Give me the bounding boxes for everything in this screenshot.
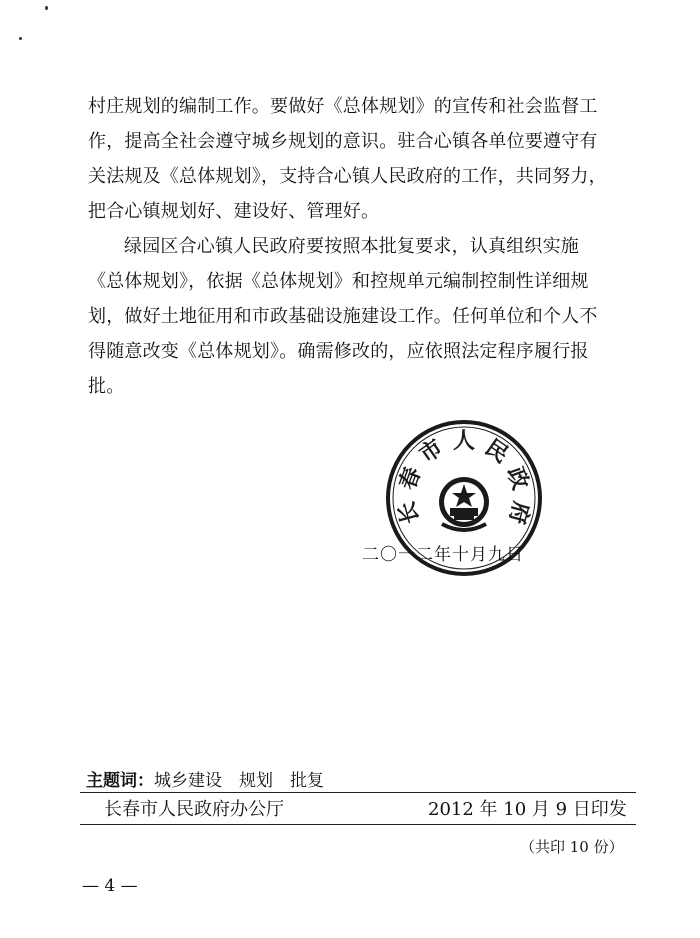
- body-line-4: 把合心镇规划好、建设好、管理好。: [88, 201, 380, 222]
- svg-text:府: 府: [503, 498, 535, 527]
- body-line-2: 作，提高全社会遵守城乡规划的意识。驻合心镇各单位要遵守有: [88, 131, 598, 152]
- svg-text:市: 市: [414, 434, 448, 469]
- body-line-9: 批。: [88, 376, 125, 397]
- svg-text:政: 政: [501, 463, 534, 494]
- divider-top: [80, 792, 636, 793]
- body-line-8: 得随意改变《总体规划》。确需修改的，应依照法定程序履行报: [88, 341, 589, 362]
- scan-speck: [19, 37, 22, 40]
- scan-speck: [45, 6, 48, 10]
- national-emblem-icon: [439, 477, 489, 530]
- body-line-7: 划，做好土地征用和市政基础设施建设工作。任何单位和个人不: [88, 306, 598, 327]
- divider-bottom: [80, 824, 636, 825]
- copies-count: （共印 10 份）: [520, 838, 624, 856]
- subject-terms-text: 城乡建设 规划 批复: [154, 771, 324, 791]
- body-line-1: 村庄规划的编制工作。要做好《总体规划》的宣传和社会监督工: [88, 96, 598, 117]
- print-date: 2012 年 10 月 9 日印发: [428, 799, 627, 820]
- subject-terms: [86, 766, 324, 791]
- svg-text:长: 长: [393, 498, 425, 527]
- signing-date: 二〇一二年十月九日: [362, 545, 524, 565]
- body-line-3: 关法规及《总体规划》，支持合心镇人民政府的工作，共同努力，: [88, 166, 607, 187]
- svg-text:民: 民: [480, 434, 514, 469]
- svg-text:春: 春: [394, 463, 427, 494]
- body-line-5: 绿园区合心镇人民政府要按照本批复要求，认真组织实施: [124, 236, 579, 257]
- subject-label: 主题词：: [86, 771, 154, 791]
- page-number: — 4 —: [82, 876, 138, 896]
- body-line-6: 《总体规划》，依据《总体规划》和控规单元编制控制性详细规: [88, 271, 589, 292]
- svg-text:人: 人: [452, 428, 476, 454]
- issuing-office: 长春市人民政府办公厅: [104, 799, 284, 820]
